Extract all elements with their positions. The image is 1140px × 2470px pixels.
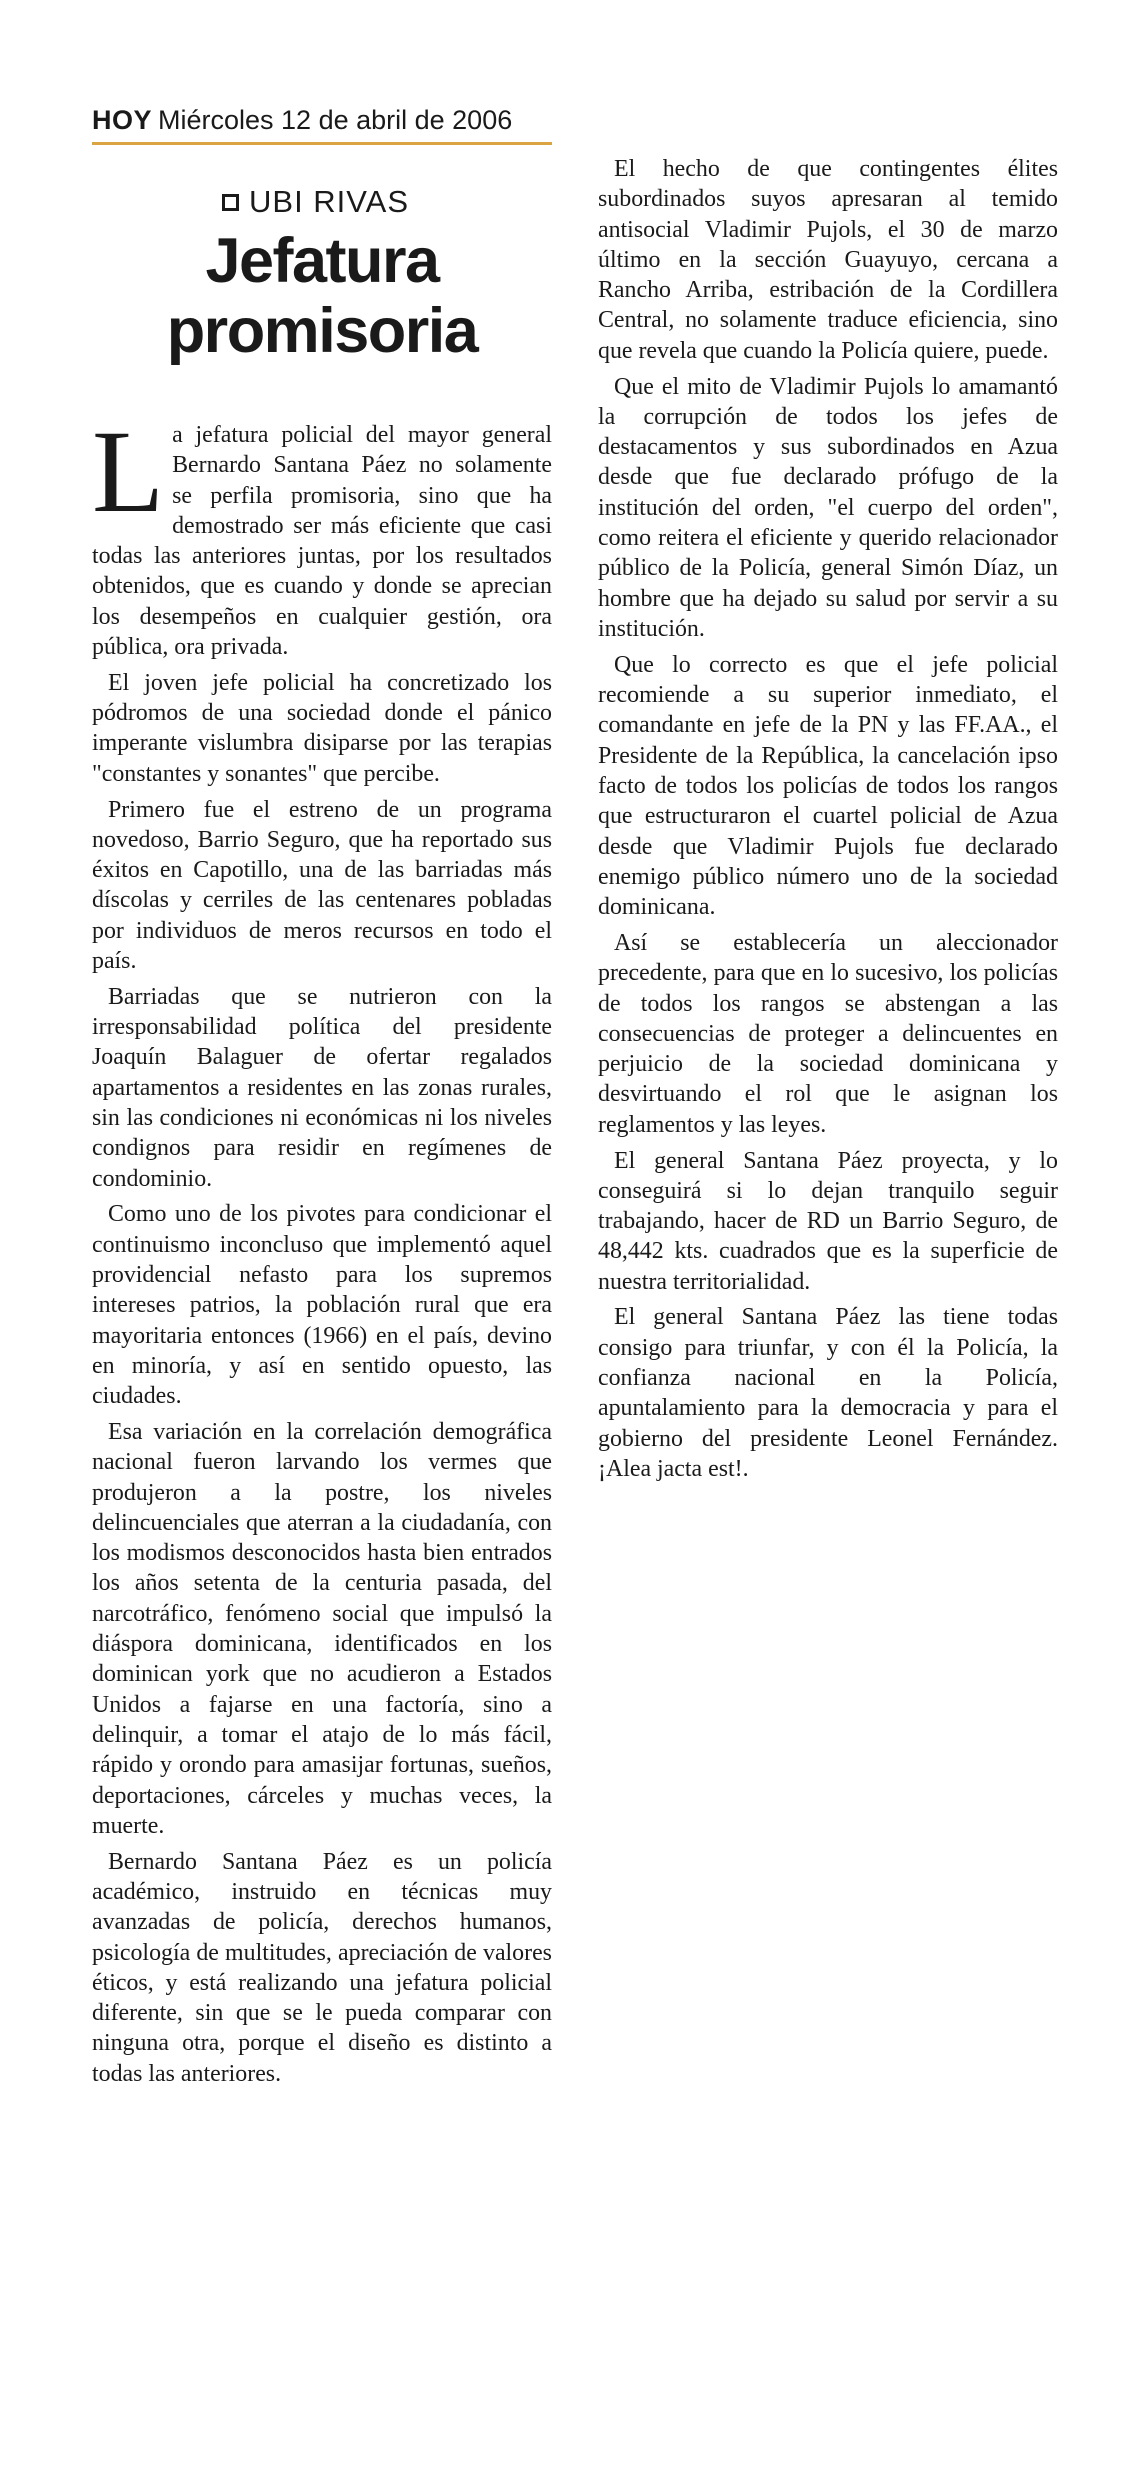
headline-line-1: Jefatura bbox=[205, 226, 439, 296]
masthead bbox=[92, 100, 552, 145]
article-paragraph: El general Santana Páez las tiene todas consigo para triunfar, y con él la Policía, la confianza nacional en la Policía, apuntalamiento para la democracia y para el gobierno del presidente Leonel Fernández. ¡Alea jacta est!. bbox=[598, 1304, 1058, 1482]
article-paragraph: Primero fue el estreno de un programa novedoso, Barrio Seguro, que ha reportado sus éxitos en Capotillo, una de las barriadas más díscolas y cerriles de las centenares pobladas por individuos de meros recursos en todo el país. bbox=[92, 796, 552, 975]
publication-name: HOY bbox=[92, 105, 153, 135]
article-paragraph: Como uno de los pivotes para condicionar el continuismo inconcluso que implementó aquel providencial nefasto para los supremos intereses patrios, la población rural que era mayoritaria entonces (1966) en el país, devino en minoría, y así en sentido opuesto, las ciudades. bbox=[92, 1201, 552, 1410]
headline bbox=[92, 226, 552, 366]
article-paragraph: Que el mito de Vladimir Pujols lo amamantó la corrupción de todos los jefes de destacamentos y sus subordinados en Azua desde que fue declarado prófugo de la institución del orden, "el cuerpo del orden", como reitera el eficiente y querido relacionador público de la Policía, general Simón Díaz, un hombre que ha dejado su salud por servir a su institución. bbox=[598, 373, 1058, 642]
article-paragraph: Bernardo Santana Páez es un policía académico, instruido en técnicas muy avanzadas de policía, derechos humanos, psicología de multitudes, apreciación de valores éticos, y está realizando una jefatura policial diferente, sin que se le pueda comparar con ninguna otra, porque el diseño es distinto a todas las anteriores. bbox=[92, 1848, 552, 2087]
article-paragraph: El joven jefe policial ha concretizado los pódromos de una sociedad donde el pánico imperante vislumbra disiparse por las terapias "constantes y sonantes" que percibe. bbox=[92, 669, 552, 787]
byline bbox=[222, 182, 409, 222]
article-paragraph: Que lo correcto es que el jefe policial recomiende a su superior inmediato, el comandante en jefe de la PN y las FF.AA., el Presidente de la República, la cancelación ipso facto de todos los policías de todos los rangos que estructuraron el cuartel policial de Azua desde que Vladimir Pujols fue declarado enemigo público número uno de la sociedad dominicana. bbox=[598, 651, 1058, 921]
article-paragraph: Esa variación en la correlación demográfica nacional fueron larvando los vermes que produjeron a la postre, los niveles delincuenciales que aterran a la ciudadanía, con los modismos desconocidos hasta bien entrados los años setenta de la centuria pasada, del narcotráfico, fenómeno social que impulsó la diáspora dominicana, identificados en los dominican york que no acudieron a Estados Unidos a fajarse en una factoría, sino a delinquir, a tomar el atajo de lo más fácil, rápido y orondo para amasijar fortunas, sueños, deportaciones, cárceles y muchas veces, la muerte. bbox=[92, 1419, 552, 1839]
drop-cap: L bbox=[92, 406, 165, 537]
article-paragraph: La jefatura policial del mayor general Bernardo Santana Páez no solamente se perfila promisoria, sino que ha demostrado ser más eficiente que casi todas las anteriores juntas, por los resultados obtenidos, que es cuando y donde se aprecian los desempeños en cualquier gestión, ora pública, ora privada. bbox=[92, 406, 552, 661]
headline-line-2: promisoria bbox=[166, 296, 478, 366]
article-paragraph: El hecho de que contingentes élites subordinados suyos apresaran al temido antisocial Vladimir Pujols, el 30 de marzo último en la sección Guayuyo, cercana a Rancho Arriba, estribación de la Cordillera Central, no solamente traduce eficiencia, sino que revela que cuando la Policía quiere, puede. bbox=[598, 156, 1058, 364]
article-column-right bbox=[598, 154, 1058, 1490]
article-column-left bbox=[92, 406, 552, 2095]
square-box-icon bbox=[222, 194, 239, 211]
author-name: UBI RIVAS bbox=[249, 184, 410, 219]
article-paragraph: Barriadas que se nutrieron con la irresponsabilidad política del presidente Joaquín Balaguer de ofertar regalados apartamentos a residentes en las zonas rurales, sin las condiciones ni económicas ni los niveles condignos para residir en regímenes de condominio. bbox=[92, 983, 552, 1192]
article-paragraph: Así se establecería un aleccionador precedente, para que en lo sucesivo, los policías de todos los rangos se abstengan a las consecuencias de proteger a delincuentes en perjuicio de la sociedad dominicana y desvirtuando el rol que le asignan los reglamentos y las leyes. bbox=[598, 929, 1058, 1138]
article-paragraph: El general Santana Páez proyecta, y lo conseguirá si lo dejan tranquilo seguir trabajando, hacer de RD un Barrio Seguro, de 48,442 kts. cuadrados que es la superficie de nuestra territorialidad. bbox=[598, 1147, 1058, 1295]
publication-date: Miércoles 12 de abril de 2006 bbox=[158, 105, 513, 135]
